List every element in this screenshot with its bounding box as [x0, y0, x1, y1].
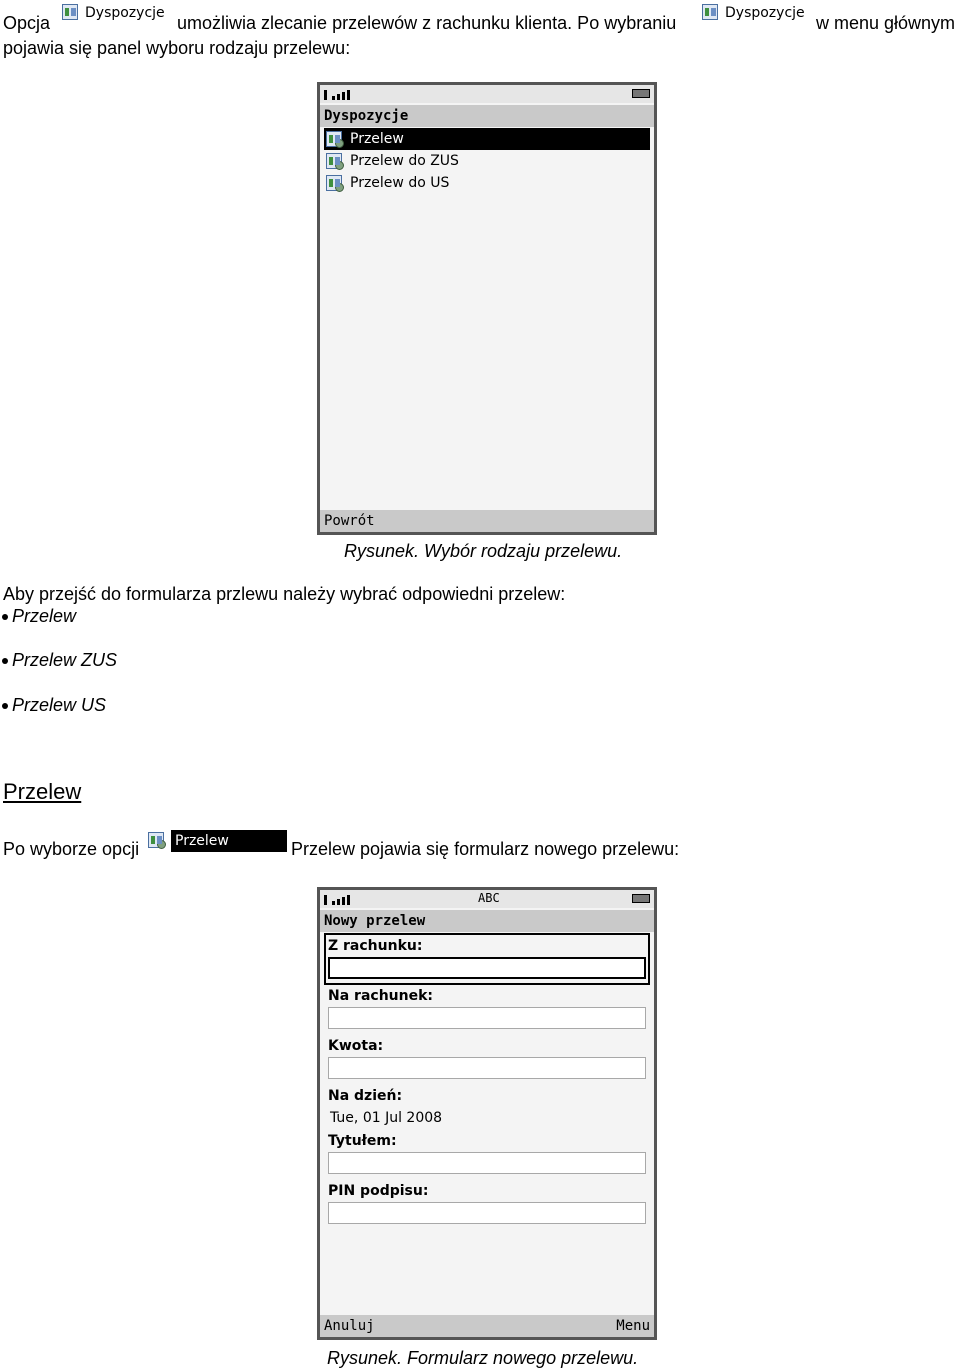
list-icon — [62, 4, 82, 22]
bullet-przelew-zus: Przelew ZUS — [0, 649, 960, 671]
para2-text-2: Przelew pojawia się formularz nowego przelewu: — [291, 839, 680, 859]
intro-text-2: umożliwia zlecanie przelewów z rachunku klienta. Po wybraniu — [177, 13, 677, 33]
screen-title: Nowy przelew — [320, 910, 654, 932]
softkey-cancel[interactable]: Anuluj — [324, 1318, 375, 1334]
bullet-przelew: Przelew — [0, 605, 960, 627]
intro-text-line2: pojawia się panel wyboru rodzaju przelewu: — [3, 38, 351, 58]
caption-2: Rysunek. Formularz nowego przelewu. — [327, 1348, 639, 1368]
dyspozycje-chip-2 — [702, 2, 805, 24]
battery-icon — [632, 894, 650, 903]
date-value[interactable]: Tue, 01 Jul 2008 — [330, 1110, 443, 1126]
softkey-bar — [320, 1315, 654, 1337]
status-bar — [320, 85, 654, 103]
transfer-icon — [148, 832, 168, 850]
chip-label: Dyspozycje — [725, 5, 805, 21]
from-account-input[interactable] — [328, 957, 646, 979]
menu-item-label: Przelew do ZUS — [350, 153, 459, 169]
screen-title: Dyspozycje — [320, 105, 654, 127]
dyspozycje-chip-1 — [62, 2, 165, 24]
list-icon — [702, 4, 722, 22]
przelew-chip — [148, 830, 287, 852]
instruction-text: Aby przejść do formularza przlewu należy wybrać odpowiedni przelew: — [3, 584, 566, 604]
section-heading: Przelew — [3, 779, 82, 804]
menu-item-przelew-zus[interactable] — [324, 150, 650, 172]
title-input[interactable] — [328, 1152, 646, 1174]
to-account-label: Na rachunek: — [328, 988, 433, 1004]
date-label: Na dzień: — [328, 1088, 403, 1104]
intro-text-1: Opcja — [3, 13, 51, 33]
pin-label: PIN podpisu: — [328, 1183, 429, 1199]
para2-text-1: Po wyborze opcji — [3, 839, 140, 859]
menu-item-label: Przelew — [350, 131, 404, 147]
caption-1: Rysunek. Wybór rodzaju przelewu. — [344, 541, 623, 561]
menu-item-przelew[interactable] — [324, 128, 650, 150]
softkey-menu[interactable]: Menu — [616, 1318, 650, 1334]
softkey-back[interactable]: Powrót — [324, 513, 375, 529]
phone-screen-menu — [317, 82, 657, 535]
battery-icon — [632, 89, 650, 98]
phone-screen-form — [317, 887, 657, 1340]
transfer-icon — [326, 131, 342, 147]
amount-label: Kwota: — [328, 1038, 384, 1054]
to-account-input[interactable] — [328, 1007, 646, 1029]
zus-icon — [326, 153, 342, 169]
softkey-bar — [320, 510, 654, 532]
chip-label: Dyspozycje — [85, 5, 165, 21]
status-bar — [320, 890, 654, 908]
pin-input[interactable] — [328, 1202, 646, 1224]
menu-item-przelew-us[interactable] — [324, 172, 650, 194]
title-label: Tytułem: — [328, 1133, 397, 1149]
us-icon — [326, 175, 342, 191]
menu-item-label: Przelew do US — [350, 175, 450, 191]
intro-text-3: w menu głównym — [816, 13, 956, 33]
chip-label: Przelew — [171, 830, 287, 852]
bullet-przelew-us: Przelew US — [0, 694, 960, 716]
amount-input[interactable] — [328, 1057, 646, 1079]
from-account-label: Z rachunku: — [328, 938, 423, 954]
input-mode: ABC — [478, 891, 500, 905]
